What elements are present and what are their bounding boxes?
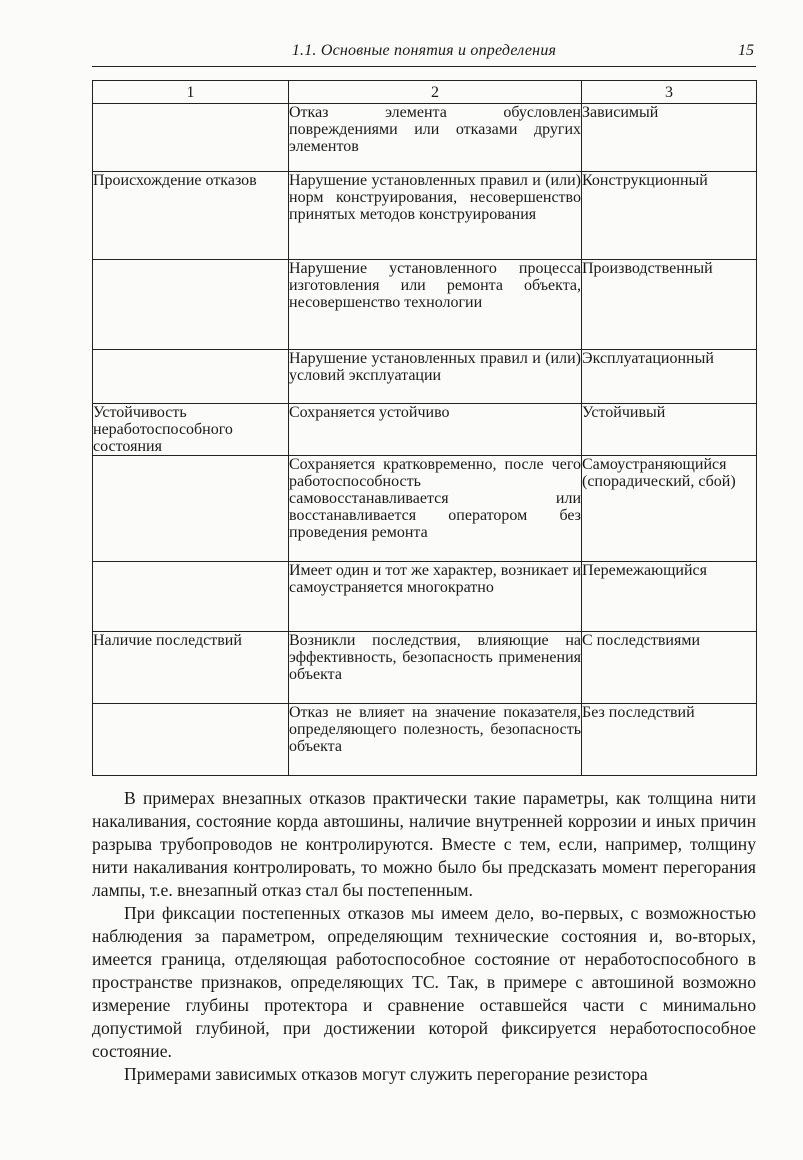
description-cell: Сохраняется устойчиво — [289, 404, 582, 456]
criterion-cell-empty — [93, 260, 289, 350]
type-cell: Эксплуатационный — [582, 350, 757, 404]
column-header: 2 — [289, 81, 582, 104]
description-cell: Нарушение установленных правил и (или) условий эксплуатации — [289, 350, 582, 404]
type-cell: Самоустраняющийся (спорадический, сбой) — [582, 456, 757, 562]
table-row — [93, 404, 757, 456]
table-row — [93, 172, 757, 260]
description-cell: Возникли последствия, влияющие на эффективность, безопасность применения объекта — [289, 632, 582, 704]
table-row — [93, 562, 757, 632]
column-header: 3 — [582, 81, 757, 104]
type-cell: Без последствий — [582, 704, 757, 776]
paragraph: При фиксации постепенных отказов мы имеем дело, во-первых, с возможностью наблюдения за параметром, определяющим технические состояния и, во-вторых, имеется граница, отделяющая работоспособное состояние от неработоспособного в пространстве признаков, определяющих ТС. Так, в примере с автошиной возможно измерение глубины протектора и сравнение оставшейся части с минимально допустимой глубиной, при достижении которой фиксируется неработоспособное состояние. — [92, 903, 756, 1061]
paragraph: Примерами зависимых отказов могут служить перегорание резистора — [124, 1064, 648, 1084]
criterion-cell: Устойчивость неработоспособного состояния — [93, 404, 289, 456]
table-row — [93, 104, 757, 172]
criterion-cell-empty — [93, 456, 289, 562]
description-cell: Имеет один и тот же характер, возникает и самоустраняется многократно — [289, 562, 582, 632]
description-cell: Нарушение установленных правил и (или) норм конструирования, несовершенство принятых методов конструирования — [289, 172, 582, 260]
criterion-cell-empty — [93, 704, 289, 776]
paragraph: В примерах внезапных отказов практически такие параметры, как толщина нити накаливания, состояние корда автошины, наличие внутренней коррозии и иных причин разрыва трубопроводов не контролируются. Вместе с тем, если, например, толщину нити накаливания контролировать, то можно было бы предсказать момент перегорания лампы, т.е. внезапный отказ стал бы постепенным. — [92, 788, 756, 900]
description-cell: Нарушение установленного процесса изготовления или ремонта объекта, несовершенство технологии — [289, 260, 582, 350]
type-cell: Зависимый — [582, 104, 757, 172]
criterion-cell: Происхождение отказов — [93, 172, 289, 260]
type-cell: Производственный — [582, 260, 757, 350]
body-text — [92, 787, 756, 1086]
criterion-cell — [93, 104, 289, 172]
table-row — [93, 260, 757, 350]
page-number: 15 — [738, 42, 754, 59]
table-header-row — [93, 81, 757, 104]
running-header — [92, 40, 756, 67]
type-cell: Устойчивый — [582, 404, 757, 456]
table-row — [93, 632, 757, 704]
table-row — [93, 456, 757, 562]
description-cell: Сохраняется кратковременно, после чего работоспособность самовосстанавливается или восстанавливается оператором без проведения ремонта — [289, 456, 582, 562]
table-row — [93, 350, 757, 404]
description-cell: Отказ элемента обусловлен повреждениями или отказами других элементов — [289, 104, 582, 172]
criterion-cell-empty — [93, 350, 289, 404]
criterion-cell-empty — [93, 562, 289, 632]
type-cell: Конструкционный — [582, 172, 757, 260]
description-cell: Отказ не влияет на значение показателя, определяющего полезность, безопасность объекта — [289, 704, 582, 776]
criterion-cell: Наличие последствий — [93, 632, 289, 704]
table-row — [93, 704, 757, 776]
failure-classification-table — [92, 80, 757, 776]
running-title: 1.1. Основные понятия и определения — [291, 42, 557, 59]
column-header: 1 — [93, 81, 289, 104]
type-cell: С последствиями — [582, 632, 757, 704]
type-cell: Перемежающийся — [582, 562, 757, 632]
